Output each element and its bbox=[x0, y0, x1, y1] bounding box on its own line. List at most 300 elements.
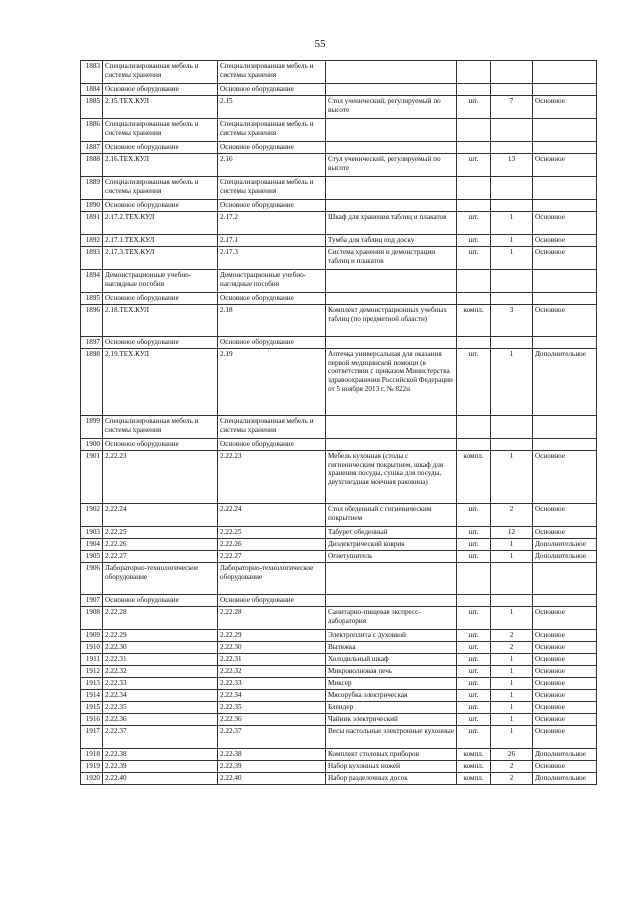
row-equipment-type bbox=[533, 416, 597, 439]
row-code: Специализированная мебель и системы хранения bbox=[103, 61, 218, 84]
row-equipment-type: Основное bbox=[533, 702, 597, 714]
row-item-name: Мебель кухонная (столы с гигиеническим покрытием, шкаф для хранения посуды, сушка для посуды, двухгнездная моечная раковина) bbox=[326, 451, 457, 504]
row-equipment-type: Основное bbox=[533, 761, 597, 773]
row-quantity bbox=[491, 270, 533, 293]
row-quantity bbox=[491, 84, 533, 96]
row-number: 1916 bbox=[81, 714, 103, 726]
row-unit bbox=[457, 84, 491, 96]
row-code: Специализированная мебель и системы хранения bbox=[103, 119, 218, 142]
table-row bbox=[81, 690, 597, 702]
row-number: 1890 bbox=[81, 200, 103, 212]
row-number: 1908 bbox=[81, 607, 103, 630]
row-quantity: 1 bbox=[491, 349, 533, 416]
table-row bbox=[81, 749, 597, 761]
row-quantity: 1 bbox=[491, 654, 533, 666]
row-number: 1891 bbox=[81, 212, 103, 235]
row-item-name: Комплект демонстрационных учебных таблиц (по предметной области) bbox=[326, 305, 457, 337]
row-unit: компл. bbox=[457, 451, 491, 504]
row-quantity bbox=[491, 595, 533, 607]
row-code: 2.19.ТЕХ.КУЛ bbox=[103, 349, 218, 416]
row-reference: 2.16 bbox=[218, 154, 326, 177]
row-quantity: 2 bbox=[491, 630, 533, 642]
row-unit bbox=[457, 61, 491, 84]
row-reference: 2.22.26 bbox=[218, 539, 326, 551]
row-number: 1901 bbox=[81, 451, 103, 504]
row-number: 1917 bbox=[81, 726, 103, 749]
row-item-name: Набор кухонных ножей bbox=[326, 761, 457, 773]
row-code: Специализированная мебель и системы хранения bbox=[103, 177, 218, 200]
table-row bbox=[81, 270, 597, 293]
row-code: 2.22.36 bbox=[103, 714, 218, 726]
row-number: 1918 bbox=[81, 749, 103, 761]
table-row bbox=[81, 212, 597, 235]
row-reference: 2.22.27 bbox=[218, 551, 326, 563]
row-reference: Специализированная мебель и системы хранения bbox=[218, 416, 326, 439]
row-unit bbox=[457, 177, 491, 200]
row-item-name bbox=[326, 416, 457, 439]
row-quantity: 1 bbox=[491, 247, 533, 270]
row-number: 1912 bbox=[81, 666, 103, 678]
row-equipment-type bbox=[533, 200, 597, 212]
row-quantity: 2 bbox=[491, 642, 533, 654]
row-quantity: 2 bbox=[491, 504, 533, 527]
row-reference: 2.17.2 bbox=[218, 212, 326, 235]
row-equipment-type bbox=[533, 270, 597, 293]
row-reference: Специализированная мебель и системы хранения bbox=[218, 177, 326, 200]
row-unit: шт. bbox=[457, 154, 491, 177]
table-row bbox=[81, 702, 597, 714]
row-number: 1893 bbox=[81, 247, 103, 270]
row-unit bbox=[457, 293, 491, 305]
row-number: 1915 bbox=[81, 702, 103, 714]
row-unit: компл. bbox=[457, 305, 491, 337]
row-unit: шт. bbox=[457, 247, 491, 270]
row-item-name bbox=[326, 61, 457, 84]
row-reference: 2.22.29 bbox=[218, 630, 326, 642]
row-code: Демонстрационные учебно-наглядные пособия bbox=[103, 270, 218, 293]
row-item-name bbox=[326, 595, 457, 607]
row-unit bbox=[457, 563, 491, 595]
row-item-name bbox=[326, 270, 457, 293]
row-quantity: 2 bbox=[491, 761, 533, 773]
row-item-name: Вытяжка bbox=[326, 642, 457, 654]
table-row bbox=[81, 119, 597, 142]
row-unit: шт. bbox=[457, 726, 491, 749]
row-unit bbox=[457, 200, 491, 212]
row-item-name: Блендер bbox=[326, 702, 457, 714]
row-unit: компл. bbox=[457, 761, 491, 773]
table-row bbox=[81, 654, 597, 666]
row-item-name: Миксер bbox=[326, 678, 457, 690]
row-number: 1906 bbox=[81, 563, 103, 595]
row-item-name: Мясорубка электрическая bbox=[326, 690, 457, 702]
row-equipment-type: Основное bbox=[533, 527, 597, 539]
row-equipment-type: Основное bbox=[533, 690, 597, 702]
row-reference: Основное оборудование bbox=[218, 337, 326, 349]
row-equipment-type bbox=[533, 439, 597, 451]
row-code: 2.15.ТЕХ.КУЛ bbox=[103, 96, 218, 119]
row-equipment-type: Основное bbox=[533, 654, 597, 666]
row-quantity: 1 bbox=[491, 726, 533, 749]
table-row bbox=[81, 154, 597, 177]
row-equipment-type: Основное bbox=[533, 630, 597, 642]
row-number: 1902 bbox=[81, 504, 103, 527]
row-reference: 2.22.30 bbox=[218, 642, 326, 654]
row-quantity bbox=[491, 337, 533, 349]
row-unit: шт. bbox=[457, 212, 491, 235]
row-equipment-type: Основное bbox=[533, 96, 597, 119]
row-equipment-type: Дополнительное bbox=[533, 349, 597, 416]
row-number: 1899 bbox=[81, 416, 103, 439]
row-code: Основное оборудование bbox=[103, 439, 218, 451]
row-unit: компл. bbox=[457, 773, 491, 785]
row-item-name: Система хранения и демонстрации таблиц и плакатов bbox=[326, 247, 457, 270]
row-equipment-type bbox=[533, 84, 597, 96]
row-quantity: 7 bbox=[491, 96, 533, 119]
row-quantity: 3 bbox=[491, 305, 533, 337]
row-reference: 2.22.37 bbox=[218, 726, 326, 749]
row-quantity: 1 bbox=[491, 551, 533, 563]
row-item-name bbox=[326, 293, 457, 305]
row-reference: 2.18 bbox=[218, 305, 326, 337]
row-code: 2.22.27 bbox=[103, 551, 218, 563]
row-quantity: 1 bbox=[491, 702, 533, 714]
row-quantity bbox=[491, 119, 533, 142]
row-reference: 2.22.23 bbox=[218, 451, 326, 504]
row-code: Основное оборудование bbox=[103, 84, 218, 96]
row-equipment-type: Основное bbox=[533, 212, 597, 235]
row-code: 2.17.3.ТЕХ.КУЛ bbox=[103, 247, 218, 270]
row-equipment-type: Основное bbox=[533, 726, 597, 749]
row-reference: Основное оборудование bbox=[218, 595, 326, 607]
row-reference: 2.17.3 bbox=[218, 247, 326, 270]
table-row bbox=[81, 761, 597, 773]
row-code: 2.22.32 bbox=[103, 666, 218, 678]
row-unit bbox=[457, 439, 491, 451]
row-equipment-type bbox=[533, 337, 597, 349]
row-reference: 2.22.39 bbox=[218, 761, 326, 773]
row-reference: Демонстрационные учебно-наглядные пособия bbox=[218, 270, 326, 293]
row-reference: Специализированная мебель и системы хранения bbox=[218, 61, 326, 84]
row-quantity: 13 bbox=[491, 154, 533, 177]
row-quantity: 1 bbox=[491, 451, 533, 504]
row-item-name bbox=[326, 142, 457, 154]
row-unit bbox=[457, 416, 491, 439]
row-code: 2.22.25 bbox=[103, 527, 218, 539]
row-quantity bbox=[491, 200, 533, 212]
row-unit: шт. bbox=[457, 504, 491, 527]
row-number: 1909 bbox=[81, 630, 103, 642]
row-reference: Специализированная мебель и системы хранения bbox=[218, 119, 326, 142]
table-row bbox=[81, 200, 597, 212]
row-unit bbox=[457, 337, 491, 349]
table-row bbox=[81, 551, 597, 563]
row-equipment-type bbox=[533, 142, 597, 154]
row-number: 1888 bbox=[81, 154, 103, 177]
row-code: Лабораторно-технологическое оборудование bbox=[103, 563, 218, 595]
row-number: 1892 bbox=[81, 235, 103, 247]
row-unit: шт. bbox=[457, 551, 491, 563]
table-row bbox=[81, 451, 597, 504]
row-unit: шт. bbox=[457, 690, 491, 702]
row-equipment-type: Основное bbox=[533, 247, 597, 270]
row-item-name: Комплект столовых приборов bbox=[326, 749, 457, 761]
row-code: 2.22.23 bbox=[103, 451, 218, 504]
row-number: 1887 bbox=[81, 142, 103, 154]
row-unit: компл. bbox=[457, 749, 491, 761]
row-code: 2.17.1.ТЕХ.КУЛ bbox=[103, 235, 218, 247]
table-row bbox=[81, 773, 597, 785]
table-row bbox=[81, 337, 597, 349]
row-reference: 2.15 bbox=[218, 96, 326, 119]
row-equipment-type: Основное bbox=[533, 451, 597, 504]
row-number: 1884 bbox=[81, 84, 103, 96]
page-number: 55 bbox=[314, 38, 326, 50]
row-number: 1885 bbox=[81, 96, 103, 119]
row-number: 1910 bbox=[81, 642, 103, 654]
row-unit: шт. bbox=[457, 678, 491, 690]
row-number: 1898 bbox=[81, 349, 103, 416]
row-item-name bbox=[326, 84, 457, 96]
row-code: 2.22.38 bbox=[103, 749, 218, 761]
table-row bbox=[81, 247, 597, 270]
table-row bbox=[81, 96, 597, 119]
row-item-name: Диэлектрический коврик bbox=[326, 539, 457, 551]
row-unit: шт. bbox=[457, 349, 491, 416]
row-reference: 2.19 bbox=[218, 349, 326, 416]
row-equipment-type: Основное bbox=[533, 607, 597, 630]
row-equipment-type bbox=[533, 563, 597, 595]
row-unit bbox=[457, 270, 491, 293]
row-quantity: 1 bbox=[491, 690, 533, 702]
row-item-name: Набор разделочных досок bbox=[326, 773, 457, 785]
row-quantity bbox=[491, 61, 533, 84]
row-unit: шт. bbox=[457, 607, 491, 630]
row-reference: Основное оборудование bbox=[218, 200, 326, 212]
row-code: Специализированная мебель и системы хранения bbox=[103, 416, 218, 439]
row-item-name: Стул ученический, регулируемый по высоте bbox=[326, 154, 457, 177]
row-equipment-type: Основное bbox=[533, 678, 597, 690]
row-equipment-type: Основное bbox=[533, 714, 597, 726]
row-code: 2.22.30 bbox=[103, 642, 218, 654]
row-quantity: 12 bbox=[491, 527, 533, 539]
table-row bbox=[81, 235, 597, 247]
row-quantity: 26 bbox=[491, 749, 533, 761]
table-row bbox=[81, 726, 597, 749]
row-code: 2.17.2.ТЕХ.КУЛ bbox=[103, 212, 218, 235]
row-item-name: Стол ученический, регулируемый по высоте bbox=[326, 96, 457, 119]
row-number: 1911 bbox=[81, 654, 103, 666]
row-reference: 2.22.24 bbox=[218, 504, 326, 527]
row-code: 2.22.26 bbox=[103, 539, 218, 551]
row-item-name: Чайник электрический bbox=[326, 714, 457, 726]
row-equipment-type: Основное bbox=[533, 305, 597, 337]
row-number: 1905 bbox=[81, 551, 103, 563]
row-item-name bbox=[326, 337, 457, 349]
row-item-name: Микроволновая печь bbox=[326, 666, 457, 678]
row-reference: 2.22.33 bbox=[218, 678, 326, 690]
row-code: 2.22.34 bbox=[103, 690, 218, 702]
row-quantity bbox=[491, 439, 533, 451]
row-quantity bbox=[491, 416, 533, 439]
row-unit: шт. bbox=[457, 702, 491, 714]
row-number: 1920 bbox=[81, 773, 103, 785]
row-item-name: Весы настольные электронные кухонные bbox=[326, 726, 457, 749]
row-code: 2.22.37 bbox=[103, 726, 218, 749]
row-item-name: Огнетушитель bbox=[326, 551, 457, 563]
row-code: 2.22.40 bbox=[103, 773, 218, 785]
table-row bbox=[81, 595, 597, 607]
row-quantity: 1 bbox=[491, 235, 533, 247]
table-row bbox=[81, 84, 597, 96]
row-item-name: Шкаф для хранения таблиц и плакатов bbox=[326, 212, 457, 235]
row-unit: шт. bbox=[457, 642, 491, 654]
table-row bbox=[81, 666, 597, 678]
row-reference: Лабораторно-технологическое оборудование bbox=[218, 563, 326, 595]
row-unit: шт. bbox=[457, 714, 491, 726]
row-item-name bbox=[326, 200, 457, 212]
row-equipment-type: Основное bbox=[533, 642, 597, 654]
row-quantity: 1 bbox=[491, 678, 533, 690]
row-unit: шт. bbox=[457, 630, 491, 642]
row-reference: Основное оборудование bbox=[218, 293, 326, 305]
row-quantity bbox=[491, 142, 533, 154]
row-reference: Основное оборудование bbox=[218, 142, 326, 154]
row-number: 1913 bbox=[81, 678, 103, 690]
row-equipment-type: Дополнительное bbox=[533, 749, 597, 761]
row-item-name: Санитарно-пищевая экспресс-лаборатория bbox=[326, 607, 457, 630]
row-unit bbox=[457, 595, 491, 607]
row-item-name bbox=[326, 439, 457, 451]
row-unit: шт. bbox=[457, 539, 491, 551]
row-number: 1914 bbox=[81, 690, 103, 702]
row-item-name bbox=[326, 119, 457, 142]
table-row bbox=[81, 607, 597, 630]
row-number: 1904 bbox=[81, 539, 103, 551]
row-item-name bbox=[326, 563, 457, 595]
table-row bbox=[81, 539, 597, 551]
row-number: 1903 bbox=[81, 527, 103, 539]
row-quantity bbox=[491, 563, 533, 595]
row-equipment-type bbox=[533, 595, 597, 607]
row-equipment-type: Дополнительное bbox=[533, 539, 597, 551]
row-reference: 2.22.32 bbox=[218, 666, 326, 678]
row-equipment-type: Основное bbox=[533, 235, 597, 247]
row-number: 1907 bbox=[81, 595, 103, 607]
row-reference: 2.22.38 bbox=[218, 749, 326, 761]
row-unit: шт. bbox=[457, 654, 491, 666]
table-row bbox=[81, 642, 597, 654]
row-unit bbox=[457, 119, 491, 142]
row-number: 1897 bbox=[81, 337, 103, 349]
row-code: 2.22.24 bbox=[103, 504, 218, 527]
row-item-name: Электроплита с духовкой bbox=[326, 630, 457, 642]
row-item-name: Табурет обеденный bbox=[326, 527, 457, 539]
row-code: 2.22.35 bbox=[103, 702, 218, 714]
table-row bbox=[81, 630, 597, 642]
row-quantity: 1 bbox=[491, 539, 533, 551]
equipment-table bbox=[80, 60, 597, 785]
row-number: 1900 bbox=[81, 439, 103, 451]
row-number: 1895 bbox=[81, 293, 103, 305]
table-row bbox=[81, 439, 597, 451]
row-reference: 2.22.25 bbox=[218, 527, 326, 539]
row-equipment-type bbox=[533, 293, 597, 305]
row-quantity: 2 bbox=[491, 773, 533, 785]
row-unit: шт. bbox=[457, 666, 491, 678]
row-code: 2.22.39 bbox=[103, 761, 218, 773]
row-equipment-type bbox=[533, 61, 597, 84]
row-code: 2.22.33 bbox=[103, 678, 218, 690]
row-unit: шт. bbox=[457, 235, 491, 247]
row-equipment-type bbox=[533, 119, 597, 142]
row-reference: 2.22.31 bbox=[218, 654, 326, 666]
row-number: 1896 bbox=[81, 305, 103, 337]
row-quantity: 1 bbox=[491, 666, 533, 678]
row-item-name: Тумба для таблиц под доску bbox=[326, 235, 457, 247]
table-row bbox=[81, 678, 597, 690]
row-code: 2.22.29 bbox=[103, 630, 218, 642]
table-row bbox=[81, 527, 597, 539]
row-equipment-type: Дополнительное bbox=[533, 551, 597, 563]
row-reference: 2.22.34 bbox=[218, 690, 326, 702]
table-row bbox=[81, 349, 597, 416]
row-reference: 2.22.40 bbox=[218, 773, 326, 785]
row-code: 2.22.31 bbox=[103, 654, 218, 666]
row-item-name: Холодильный шкаф bbox=[326, 654, 457, 666]
row-code: 2.18.ТЕХ.КУЛ bbox=[103, 305, 218, 337]
table-row bbox=[81, 293, 597, 305]
row-unit: шт. bbox=[457, 527, 491, 539]
row-equipment-type: Основное bbox=[533, 154, 597, 177]
row-reference: 2.22.35 bbox=[218, 702, 326, 714]
row-equipment-type bbox=[533, 177, 597, 200]
row-item-name: Аптечка универсальная для оказания первой медицинской помощи (в соответствии с приказом Министерства здравоохранения Российской Федерации от 5 ноября 2013 г. № 822н bbox=[326, 349, 457, 416]
row-unit bbox=[457, 142, 491, 154]
row-equipment-type: Основное bbox=[533, 504, 597, 527]
table-row bbox=[81, 177, 597, 200]
table-row bbox=[81, 61, 597, 84]
row-item-name bbox=[326, 177, 457, 200]
row-code: 2.16.ТЕХ.КУЛ bbox=[103, 154, 218, 177]
row-number: 1894 bbox=[81, 270, 103, 293]
row-code: Основное оборудование bbox=[103, 337, 218, 349]
row-reference: 2.22.36 bbox=[218, 714, 326, 726]
row-quantity: 1 bbox=[491, 607, 533, 630]
row-reference: 2.17.1 bbox=[218, 235, 326, 247]
table-row bbox=[81, 504, 597, 527]
row-code: Основное оборудование bbox=[103, 595, 218, 607]
row-code: Основное оборудование bbox=[103, 200, 218, 212]
table-row bbox=[81, 563, 597, 595]
row-reference: Основное оборудование bbox=[218, 439, 326, 451]
row-code: Основное оборудование bbox=[103, 293, 218, 305]
row-quantity: 1 bbox=[491, 212, 533, 235]
row-unit: шт. bbox=[457, 96, 491, 119]
row-equipment-type: Дополнительное bbox=[533, 773, 597, 785]
table-row bbox=[81, 142, 597, 154]
row-quantity bbox=[491, 293, 533, 305]
row-item-name: Стол обеденный с гигиеническим покрытием bbox=[326, 504, 457, 527]
row-code: 2.22.28 bbox=[103, 607, 218, 630]
row-reference: 2.22.28 bbox=[218, 607, 326, 630]
row-equipment-type: Основное bbox=[533, 666, 597, 678]
row-number: 1886 bbox=[81, 119, 103, 142]
table-row bbox=[81, 714, 597, 726]
row-quantity bbox=[491, 177, 533, 200]
row-number: 1919 bbox=[81, 761, 103, 773]
row-number: 1889 bbox=[81, 177, 103, 200]
